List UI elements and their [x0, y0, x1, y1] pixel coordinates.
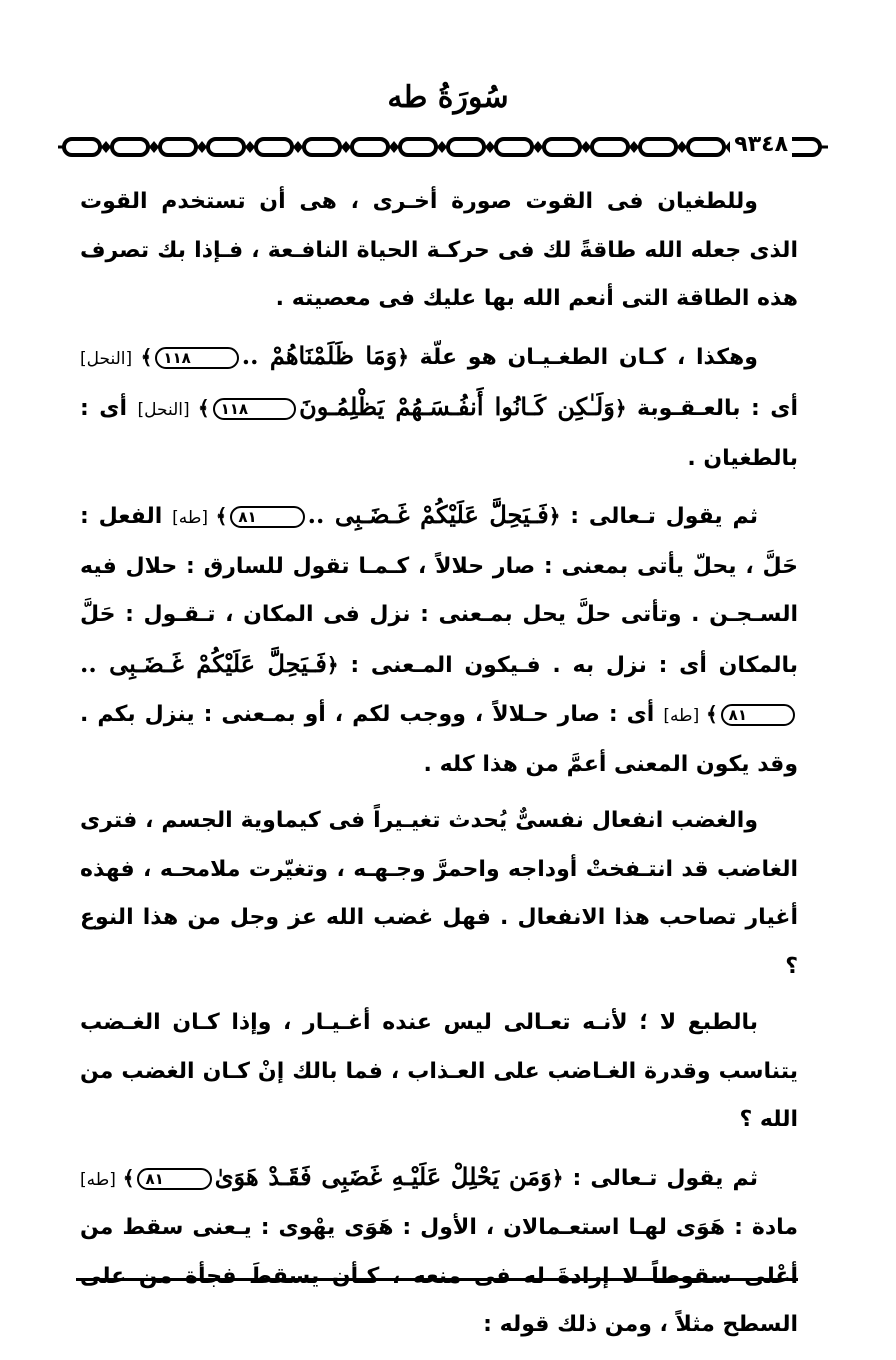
ornament-oval	[448, 139, 484, 155]
ornament-diamond	[485, 141, 495, 153]
ornament-oval	[544, 139, 580, 155]
quran-bracket: ﴿	[614, 396, 627, 420]
paragraph-text: أى : بالطغيان .	[80, 396, 798, 471]
paragraph-text: مادة : هَوَى لهـا استعـمالان ، الأول : هَوَى يهْوى : يـعنى سقط من أعْلى سقوطاً لا إرادةَ له فى منعه ، كـأن يسقطَ فجأة من على السطح مثلاً ، ومن ذلك قوله :	[80, 1215, 798, 1337]
ornament-diamond	[341, 141, 351, 153]
ayah-number: ١١٨	[213, 398, 296, 420]
paragraph	[80, 797, 798, 991]
header-ornament-band	[58, 132, 828, 162]
quran-bracket: ﴾	[215, 504, 228, 528]
paragraph-text: وهكذا ، كـان الطغـيـان هو علّة	[408, 344, 758, 370]
ornament-oval	[688, 139, 724, 155]
paragraph-text: ثم يقول تـعالى :	[563, 1165, 758, 1191]
ornament-oval	[304, 139, 340, 155]
quran-bracket: ﴾	[122, 1165, 135, 1190]
quran-bracket: ﴿	[326, 652, 339, 677]
paragraph-text: وللطغيان فى القوت صورة أخـرى ، هى أن تستخدم القوت الذى جعله الله طاقةً لك فى حركـة الحياة النافـعة ، فـإذا بك تصرف هذه الطاقة التى أنعم الله بها عليك فى معصيته .	[80, 189, 798, 311]
ornament-diamond	[389, 141, 399, 153]
ornament-diamond	[293, 141, 303, 153]
ornament-diamond	[197, 141, 207, 153]
surah-reference: [طه]	[80, 1169, 123, 1190]
paragraph	[80, 491, 798, 789]
paragraph	[80, 178, 798, 324]
ornament-diamond	[629, 141, 639, 153]
surah-reference: [النحل]	[80, 348, 141, 369]
paragraph-text: ثم يقول تـعالى :	[560, 504, 758, 529]
ayah-number: ٨١	[230, 506, 304, 528]
paragraph	[80, 1153, 798, 1350]
ayah-number: ٨١	[137, 1168, 211, 1190]
quran-verse: فَـيَحِلَّ عَلَيْكُمْ غَـضَـبِى ..	[80, 648, 327, 678]
quran-bracket: ﴾	[197, 396, 210, 420]
quran-bracket: ﴾	[140, 344, 153, 369]
ayah-number: ١١٨	[155, 347, 238, 369]
quran-bracket: ﴿	[397, 344, 409, 369]
ornament-oval	[112, 139, 148, 155]
body-text	[80, 178, 798, 1358]
footer-rule	[76, 1278, 798, 1281]
ornament-oval	[64, 139, 100, 155]
ornament-oval	[256, 139, 292, 155]
quran-bracket: ﴿	[548, 504, 561, 528]
paragraph-text: والغضب انفعال نفسىٌّ يُحدث تغيـيراً فى كيماوية الجسم ، فترى الغاضب قد انتـفختْ أوداجه واحمرَّ وجـهـه ، وتغيّرت ملامحـه ، فهذه أغيار تصاحب هذا الانفعال . فهل غضب الله عز وجل من هذا النوع ؟	[80, 808, 798, 979]
ornament-oval	[640, 139, 676, 155]
ornament-oval	[496, 139, 532, 155]
ornament-oval	[208, 139, 244, 155]
ornament-diamond	[245, 141, 255, 153]
surah-reference: [طه]	[172, 508, 216, 528]
quran-bracket: ﴿	[551, 1165, 564, 1190]
quran-verse: وَلَـٰكِن كَـانُوا أَنفُـسَـهُمْ يَظْلِمُـونَ	[299, 392, 615, 421]
ornament-diamond	[437, 141, 447, 153]
quran-verse: فَـيَحِلَّ عَلَيْكُمْ غَـضَـبِى ..	[307, 500, 549, 529]
ornament-diamond	[149, 141, 159, 153]
ornament-diamond	[581, 141, 591, 153]
quran-bracket: ﴾	[705, 702, 718, 726]
ornament-oval	[592, 139, 628, 155]
paragraph	[80, 999, 798, 1145]
quran-verse: وَمَن يَحْلِلْ عَلَيْـهِ غَضَبِى فَقَـدْ هَوَىٰ	[214, 1161, 552, 1191]
ornament-oval	[160, 139, 196, 155]
paragraph	[80, 332, 798, 484]
paragraph-text: أى : صار حـلالاً ، ووجب لكم ، أو بمـعنى : ينزل بكم . وقد يكون المعنى أعمَّ من هذا كله .	[80, 702, 798, 777]
paragraph-text: بالطبع لا ؛ لأنـه تعـالى ليس عنده أغـيـار ، وإذا كـان الغـضب يتناسب وقدرة الغـاضب على العـذاب ، فما بالك إنْ كـان الغضب من الله ؟	[80, 1010, 798, 1132]
surah-reference: [طه]	[663, 706, 706, 726]
surah-title: سُورَةُ طه	[387, 80, 509, 115]
paragraph-text: الفعل : حَلَّ ، يحلّ يأتى بمعنى : صار حلالاً ، كـمـا تقول للسارق : حلال فيه السـجـن . وتأتى حلَّ يحل بمـعنى : نزل فى المكان ، تـقـول : حَلَّ بالمكان أى : نزل به . فـيكون المـعنى :	[80, 504, 798, 678]
surah-reference: [النحل]	[137, 400, 198, 420]
ornament-diamond	[101, 141, 111, 153]
ayah-number: ٨١	[721, 704, 795, 726]
ornament-oval	[352, 139, 388, 155]
page-number: ٩٣٤٨	[730, 130, 792, 160]
ornament-diamond	[677, 141, 687, 153]
quran-verse: وَمَا ظَلَمْنَاهُمْ ..	[241, 340, 398, 370]
paragraph-text: أى : بالعـقـوبة	[626, 396, 799, 421]
ornament-diamond	[533, 141, 543, 153]
ornament-oval	[400, 139, 436, 155]
